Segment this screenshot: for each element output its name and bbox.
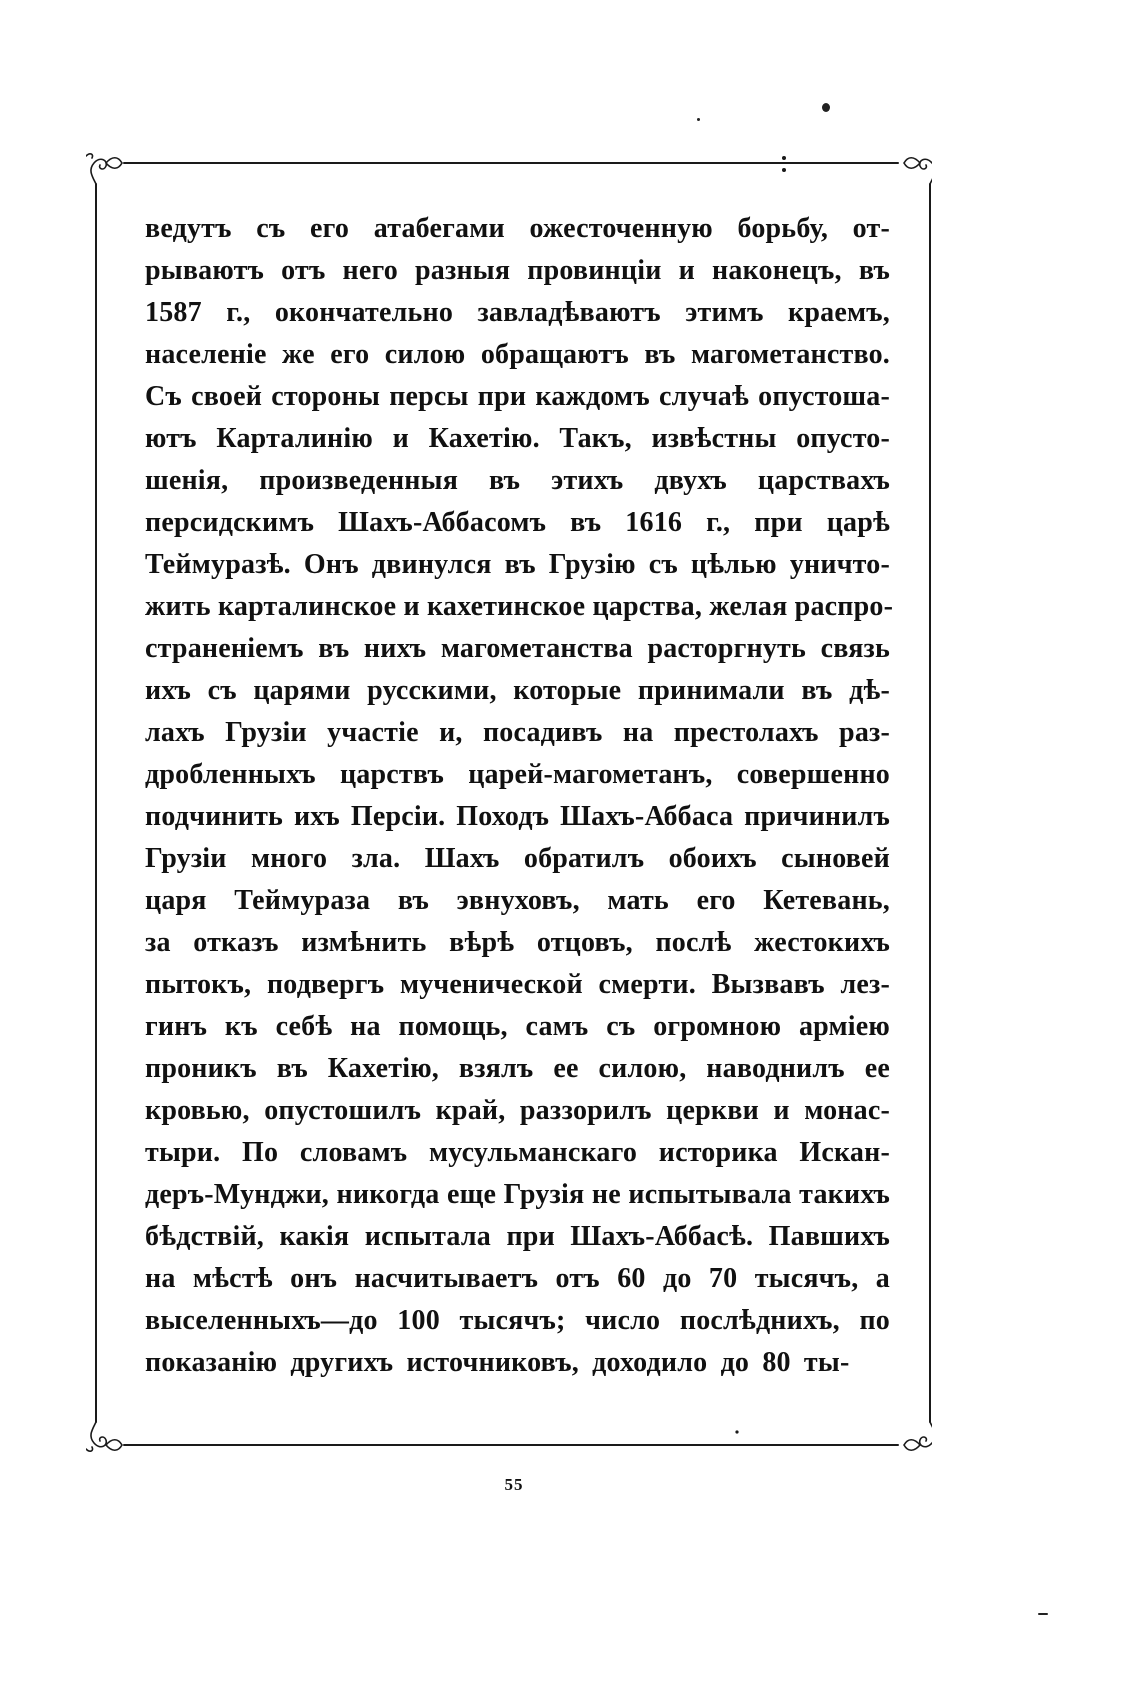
text-line: страненіемъ въ нихъ магометанства расторгнуть связь	[145, 633, 890, 664]
text-line: пытокъ, подвергъ мученической смерти. Вызвавъ лез-	[145, 969, 890, 1000]
text-line: лахъ Грузіи участіе и, посадивъ на престолахъ раз-	[145, 717, 890, 748]
corner-ornament-top-right	[904, 154, 932, 184]
text-line: выселенныхъ—до 100 тысячъ; число послѣднихъ, по	[145, 1305, 890, 1336]
body-text	[145, 208, 894, 1384]
text-line: гинъ къ себѣ на помощь, самъ съ огромною арміею	[145, 1011, 890, 1042]
text-line: дробленныхъ царствъ царей-магометанъ, совершенно	[145, 759, 890, 790]
text-line: 1587 г., окончательно завладѣваютъ этимъ краемъ,	[145, 297, 890, 328]
corner-ornament-top-left	[86, 154, 122, 184]
text-line: проникъ въ Кахетію, взялъ ее силою, наводнилъ ее	[145, 1053, 890, 1084]
text-line: на мѣстѣ онъ насчитываетъ отъ 60 до 70 тысячъ, а	[145, 1263, 890, 1294]
text-line: царя Теймураза въ эвнуховъ, мать его Кетевань,	[145, 885, 890, 916]
text-line: жить карталинское и кахетинское царства, желая распро-	[145, 591, 894, 622]
text-line: тыри. По словамъ мусульманскаго историка Искан-	[145, 1137, 890, 1168]
text-line: Грузіи много зла. Шахъ обратилъ обоихъ сыновей	[145, 843, 890, 874]
text-line: персидскимъ Шахъ-Аббасомъ въ 1616 г., при царѣ	[145, 507, 890, 538]
ink-speck	[822, 103, 830, 112]
text-line: ютъ Карталинію и Кахетію. Такъ, извѣстны опусто-	[145, 423, 890, 454]
text-line: ихъ съ царями русскими, которые принимали въ дѣ-	[145, 675, 890, 706]
ink-speck	[697, 118, 700, 121]
corner-ornament-bottom-right	[904, 1422, 932, 1451]
text-line: шенія, произведенныя въ этихъ двухъ царствахъ	[145, 465, 890, 496]
ink-speck	[1038, 1613, 1048, 1615]
text-line: Съ своей стороны персы при каждомъ случаѣ опустоша-	[145, 381, 890, 412]
text-line: Теймуразѣ. Онъ двинулся въ Грузію съ цѣлью уничто-	[145, 549, 890, 580]
text-line: подчинить ихъ Персіи. Походъ Шахъ-Аббаса причинилъ	[145, 801, 890, 832]
text-line: показанію другихъ источниковъ, доходило до 80 ты-	[145, 1347, 850, 1378]
text-line: ведутъ съ его атабегами ожесточенную борьбу, от-	[145, 213, 890, 244]
page-number: 55	[504, 1475, 524, 1494]
text-line: кровью, опустошилъ край, раззорилъ церкви и монас-	[145, 1095, 890, 1126]
text-line: населеніе же его силою обращаютъ въ магометанство.	[145, 339, 890, 370]
text-line: за отказъ измѣнить вѣрѣ отцовъ, послѣ жестокихъ	[145, 927, 890, 958]
text-line: деръ-Мунджи, никогда еще Грузія не испытывала такихъ	[145, 1179, 890, 1210]
corner-ornament-bottom-left	[86, 1422, 122, 1451]
text-line: рываютъ отъ него разныя провинціи и наконецъ, въ	[145, 255, 890, 286]
text-line: бѣдствій, какія испытала при Шахъ-Аббасѣ. Павшихъ	[145, 1221, 890, 1252]
